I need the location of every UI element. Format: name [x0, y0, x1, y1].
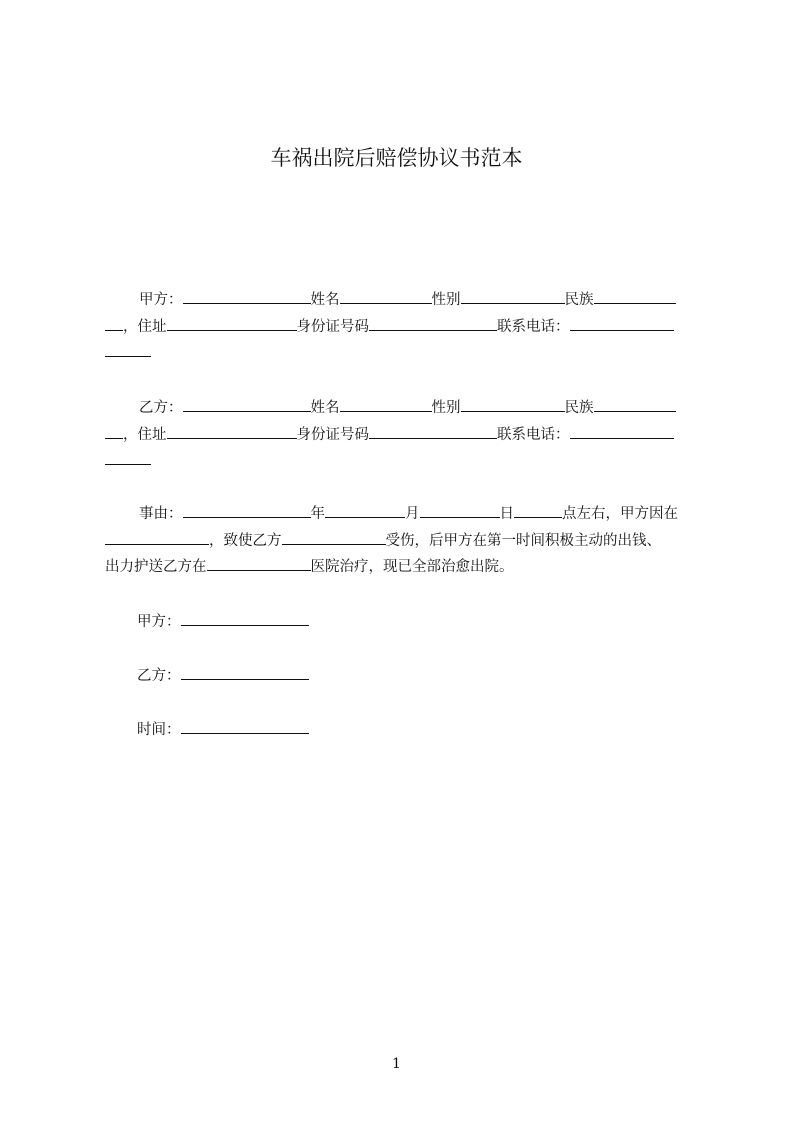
blank-address[interactable] — [167, 315, 297, 331]
reason-text-5: 医院治疗，现已全部治愈出院。 — [310, 559, 514, 575]
blank-phone[interactable] — [570, 315, 674, 331]
signature-date — [137, 718, 309, 739]
reason-block — [105, 501, 705, 581]
gender-label: 性别 — [431, 292, 461, 308]
signature-party-a — [137, 610, 309, 631]
time-text: 点左右，甲方因在 — [562, 506, 678, 522]
name-label: 姓名 — [310, 400, 340, 416]
blank-address[interactable] — [167, 423, 297, 439]
party-a-label: 甲方： — [139, 292, 183, 308]
ethnicity-label: 民族 — [564, 400, 594, 416]
date-label: 时间： — [137, 722, 181, 738]
blank-ethnicity[interactable] — [594, 396, 676, 412]
blank-phone-cont[interactable] — [105, 449, 151, 465]
blank-date[interactable] — [181, 718, 309, 734]
day-label: 日 — [499, 506, 514, 522]
address-label: ，住址 — [123, 318, 167, 335]
blank-day[interactable] — [514, 502, 562, 518]
blank-gender[interactable] — [461, 396, 565, 412]
gender-label: 性别 — [431, 400, 461, 416]
phone-label: 联系电话： — [497, 426, 570, 443]
blank-injured[interactable] — [282, 529, 386, 545]
signature-party-a-label: 甲方： — [137, 614, 181, 630]
reason-text-2: ，致使乙方 — [209, 532, 282, 549]
party-b-label: 乙方： — [139, 400, 183, 416]
document-title: 车祸出院后赔偿协议书范本 — [270, 146, 523, 170]
signature-party-b — [137, 664, 309, 685]
ethnicity-label: 民族 — [564, 292, 594, 308]
blank-phone-cont[interactable] — [105, 341, 151, 357]
id-label: 身份证号码 — [296, 426, 369, 443]
reason-text-4: 出力护送乙方在 — [105, 559, 207, 575]
blank-id[interactable] — [369, 423, 497, 439]
blank-reason[interactable] — [183, 502, 311, 518]
blank-ethnicity[interactable] — [594, 288, 676, 304]
blank-id[interactable] — [369, 315, 497, 331]
blank-location[interactable] — [105, 529, 209, 545]
name-label: 姓名 — [310, 292, 340, 308]
blank-party-a[interactable] — [183, 288, 311, 304]
reason-label: 事由： — [139, 506, 183, 522]
blank-ethnicity-cont[interactable] — [105, 315, 123, 331]
party-a-block — [105, 287, 705, 367]
blank-name[interactable] — [340, 288, 432, 304]
blank-gender[interactable] — [461, 288, 565, 304]
party-b-block — [105, 395, 705, 475]
blank-month[interactable] — [420, 502, 500, 518]
page-number: 1 — [392, 1056, 401, 1072]
phone-label: 联系电话： — [497, 318, 570, 335]
blank-ethnicity-cont[interactable] — [105, 423, 123, 439]
signature-party-b-label: 乙方： — [137, 668, 181, 684]
blank-signature-b[interactable] — [181, 664, 309, 680]
blank-hospital[interactable] — [207, 555, 311, 571]
blank-signature-a[interactable] — [181, 610, 309, 626]
reason-text-3: 受伤，后甲方在第一时间积极主动的出钱、 — [385, 532, 661, 549]
year-label: 年 — [310, 506, 325, 522]
month-label: 月 — [405, 506, 420, 522]
blank-party-b[interactable] — [183, 396, 311, 412]
blank-year[interactable] — [325, 502, 405, 518]
id-label: 身份证号码 — [296, 318, 369, 335]
blank-phone[interactable] — [570, 423, 674, 439]
blank-name[interactable] — [340, 396, 432, 412]
address-label: ，住址 — [123, 426, 167, 443]
